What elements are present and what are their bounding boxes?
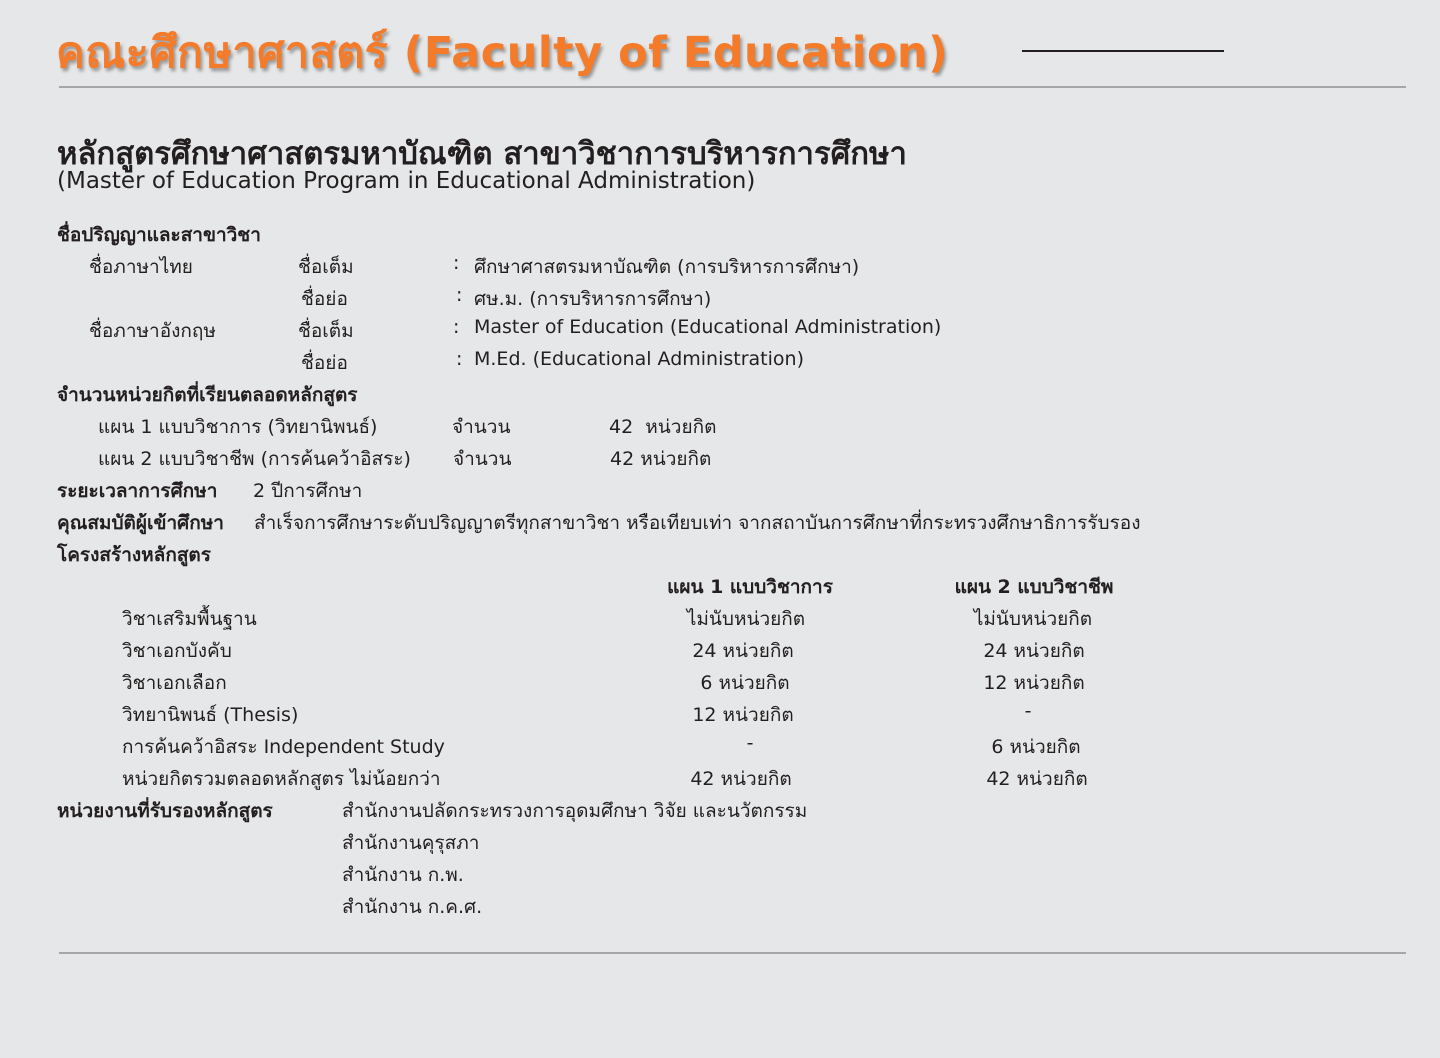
structure-row-plan-2: 12 หน่วยกิต xyxy=(983,672,1085,694)
structure-row-plan-2: 6 หน่วยกิต xyxy=(991,736,1081,758)
degree-heading: ชื่อปริญญาและสาขาวิชา xyxy=(57,224,261,246)
plan-1-credits: 42 หน่วยกิต xyxy=(609,416,717,438)
duration-label: ระยะเวลาการศึกษา xyxy=(57,480,218,502)
structure-heading: โครงสร้างหลักสูตร xyxy=(57,544,211,566)
structure-row-plan-1: 6 หน่วยกิต xyxy=(700,672,790,694)
top-divider xyxy=(59,86,1406,88)
faculty-title: คณะศึกษาศาสตร์ (Faculty of Education) xyxy=(56,28,949,78)
structure-row-plan-1: 42 หน่วยกิต xyxy=(690,768,792,790)
program-title-english: (Master of Education Program in Educational Administration) xyxy=(57,168,756,194)
structure-row-plan-2: ไม่นับหน่วยกิต xyxy=(973,608,1093,630)
accreditation-agency: สำนักงาน ก.พ. xyxy=(342,864,464,886)
structure-row-item: วิชาเอกบังคับ xyxy=(122,640,232,662)
colon: : xyxy=(453,252,460,274)
structure-row-plan-1: - xyxy=(746,732,754,754)
qualification-label: คุณสมบัติผู้เข้าศึกษา xyxy=(57,512,224,534)
accreditation-label: หน่วยงานที่รับรองหลักสูตร xyxy=(57,800,273,822)
thai-abbr-name: ศษ.ม. (การบริหารการศึกษา) xyxy=(474,288,712,310)
plan-2-credits: 42 หน่วยกิต xyxy=(610,448,712,470)
structure-row-plan-1: ไม่นับหน่วยกิต xyxy=(686,608,806,630)
colon: : xyxy=(456,348,463,370)
accreditation-agency: สำนักงาน ก.ค.ศ. xyxy=(342,896,483,918)
english-abbr-label: ชื่อย่อ xyxy=(301,352,348,374)
title-rule xyxy=(1022,50,1224,52)
thai-full-name: ศึกษาศาสตรมหาบัณฑิต (การบริหารการศึกษา) xyxy=(474,256,860,278)
plan-2-name: แผน 2 แบบวิชาชีพ (การค้นคว้าอิสระ) xyxy=(98,448,411,470)
thai-full-label: ชื่อเต็ม xyxy=(298,256,354,278)
english-full-name: Master of Education (Educational Administration) xyxy=(474,316,942,338)
thai-abbr-label: ชื่อย่อ xyxy=(301,288,348,310)
bottom-divider xyxy=(59,952,1406,954)
thai-name-label: ชื่อภาษาไทย xyxy=(89,256,193,278)
structure-row-plan-1: 12 หน่วยกิต xyxy=(692,704,794,726)
english-abbr-name: M.Ed. (Educational Administration) xyxy=(474,348,804,370)
structure-row-plan-2: 24 หน่วยกิต xyxy=(983,640,1085,662)
structure-row-item: การค้นคว้าอิสระ Independent Study xyxy=(122,736,445,758)
duration-value: 2 ปีการศึกษา xyxy=(253,480,363,502)
plan-1-count-label: จำนวน xyxy=(452,416,511,438)
structure-row-item: วิชาเสริมพื้นฐาน xyxy=(122,608,257,630)
english-full-label: ชื่อเต็ม xyxy=(298,320,354,342)
colon: : xyxy=(453,316,460,338)
structure-row-item: วิชาเอกเลือก xyxy=(122,672,227,694)
structure-column-plan-2: แผน 2 แบบวิชาชีพ xyxy=(954,576,1114,598)
structure-row-item: หน่วยกิตรวมตลอดหลักสูตร ไม่น้อยกว่า xyxy=(122,768,441,790)
structure-column-plan-1: แผน 1 แบบวิชาการ xyxy=(667,576,833,598)
plan-1-name: แผน 1 แบบวิชาการ (วิทยานิพนธ์) xyxy=(98,416,378,438)
english-name-label: ชื่อภาษาอังกฤษ xyxy=(89,320,216,342)
structure-row-plan-1: 24 หน่วยกิต xyxy=(692,640,794,662)
plan-2-count-label: จำนวน xyxy=(453,448,512,470)
qualification-value: สำเร็จการศึกษาระดับปริญญาตรีทุกสาขาวิชา หรือเทียบเท่า จากสถาบันการศึกษาที่กระทรวงศึกษาธิการรับรอง xyxy=(254,512,1141,534)
program-title-thai: หลักสูตรศึกษาศาสตรมหาบัณฑิต สาขาวิชาการบริหารการศึกษา xyxy=(57,136,907,172)
structure-row-plan-2: 42 หน่วยกิต xyxy=(986,768,1088,790)
credits-heading: จำนวนหน่วยกิตที่เรียนตลอดหลักสูตร xyxy=(57,384,358,406)
colon: : xyxy=(456,284,463,306)
structure-row-plan-2: - xyxy=(1024,700,1032,722)
structure-row-item: วิทยานิพนธ์ (Thesis) xyxy=(122,704,299,726)
accreditation-agency: สำนักงานปลัดกระทรวงการอุดมศึกษา วิจัย และนวัตกรรม xyxy=(342,800,808,822)
accreditation-agency: สำนักงานคุรุสภา xyxy=(342,832,480,854)
